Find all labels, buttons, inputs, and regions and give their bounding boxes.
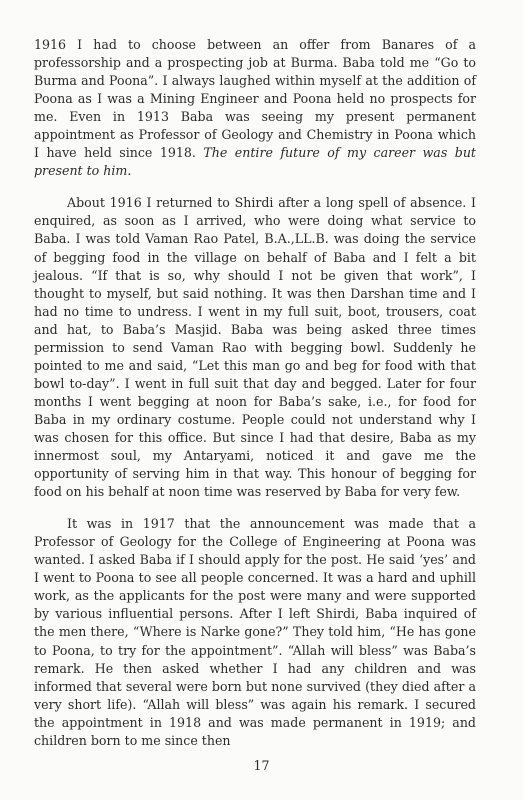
paragraph-3: It was in 1917 that the announcement was made that a Professor of Geology for the College of Engineering at Poona was wanted. I asked Baba if I should apply for the post. He said ‘yes’ and I went to Poona to see all people concerned. It was a hard and uphill work, as the applicants for the post were many and were supported by various influential persons. After I left Shirdi, Baba inquired of the men there, “Where is Narke gone?” They told him, “He has gone to Poona, to try for the appointment”. “Allah will bless” was Baba’s remark. He then asked whether I had any children and was informed that several were born but none survived (they died after a very short life). “Allah will bless” was again his remark. I secured the appointment in 1918 and was made permanent in 1919; and children born to me since then [34, 516, 476, 748]
paragraph-1-text: 1916 I had to choose between an offer from Banares of a professorship and a prospecting job at Burma. Baba told me “Go to Burma and Poona”. I always laughed within myself at the addition of Poona as I was a Mining Engineer and Poona held no prospects for me. Even in 1913 Baba was seeing my present permanent appointment as Professor of Geology and Chemistry in Poona which I have held since 1918. [34, 37, 476, 161]
paragraph-1-emphasis: The entire future of my career was but present to him. [34, 145, 476, 179]
paragraph-1 [34, 36, 476, 180]
paragraph-2: About 1916 I returned to Shirdi after a long spell of absence. I enquired, as soon as I arrived, who were doing what service to Baba. I was told Vaman Rao Patel, B.A.,LL.B. was doing the service of begging food in the village on behalf of Baba and I felt a bit jealous. “If that is so, why should I not be given that work”, I thought to myself, but said nothing. It was then Darshan time and I had no time to undress. I went in my full suit, boot, trousers, coat and hat, to Baba’s Masjid. Baba was being asked three times permission to send Vaman Rao with begging bowl. Suddenly he pointed to me and said, “Let this man go and beg for food with that bowl to-day”. I went in full suit that day and begged. Later for four months I went begging at noon for Baba’s sake, i.e., for food for Baba in my ordinary costume. People could not understand why I was chosen for this office. But since I had that desire, Baba as my innermost soul, my Antaryami, noticed it and gave me the opportunity of serving him in that way. This honour of begging for food on his behalf at noon time was reserved by Baba for very few. [34, 195, 476, 500]
page-body [34, 36, 476, 764]
page-number: 17 [253, 758, 270, 773]
